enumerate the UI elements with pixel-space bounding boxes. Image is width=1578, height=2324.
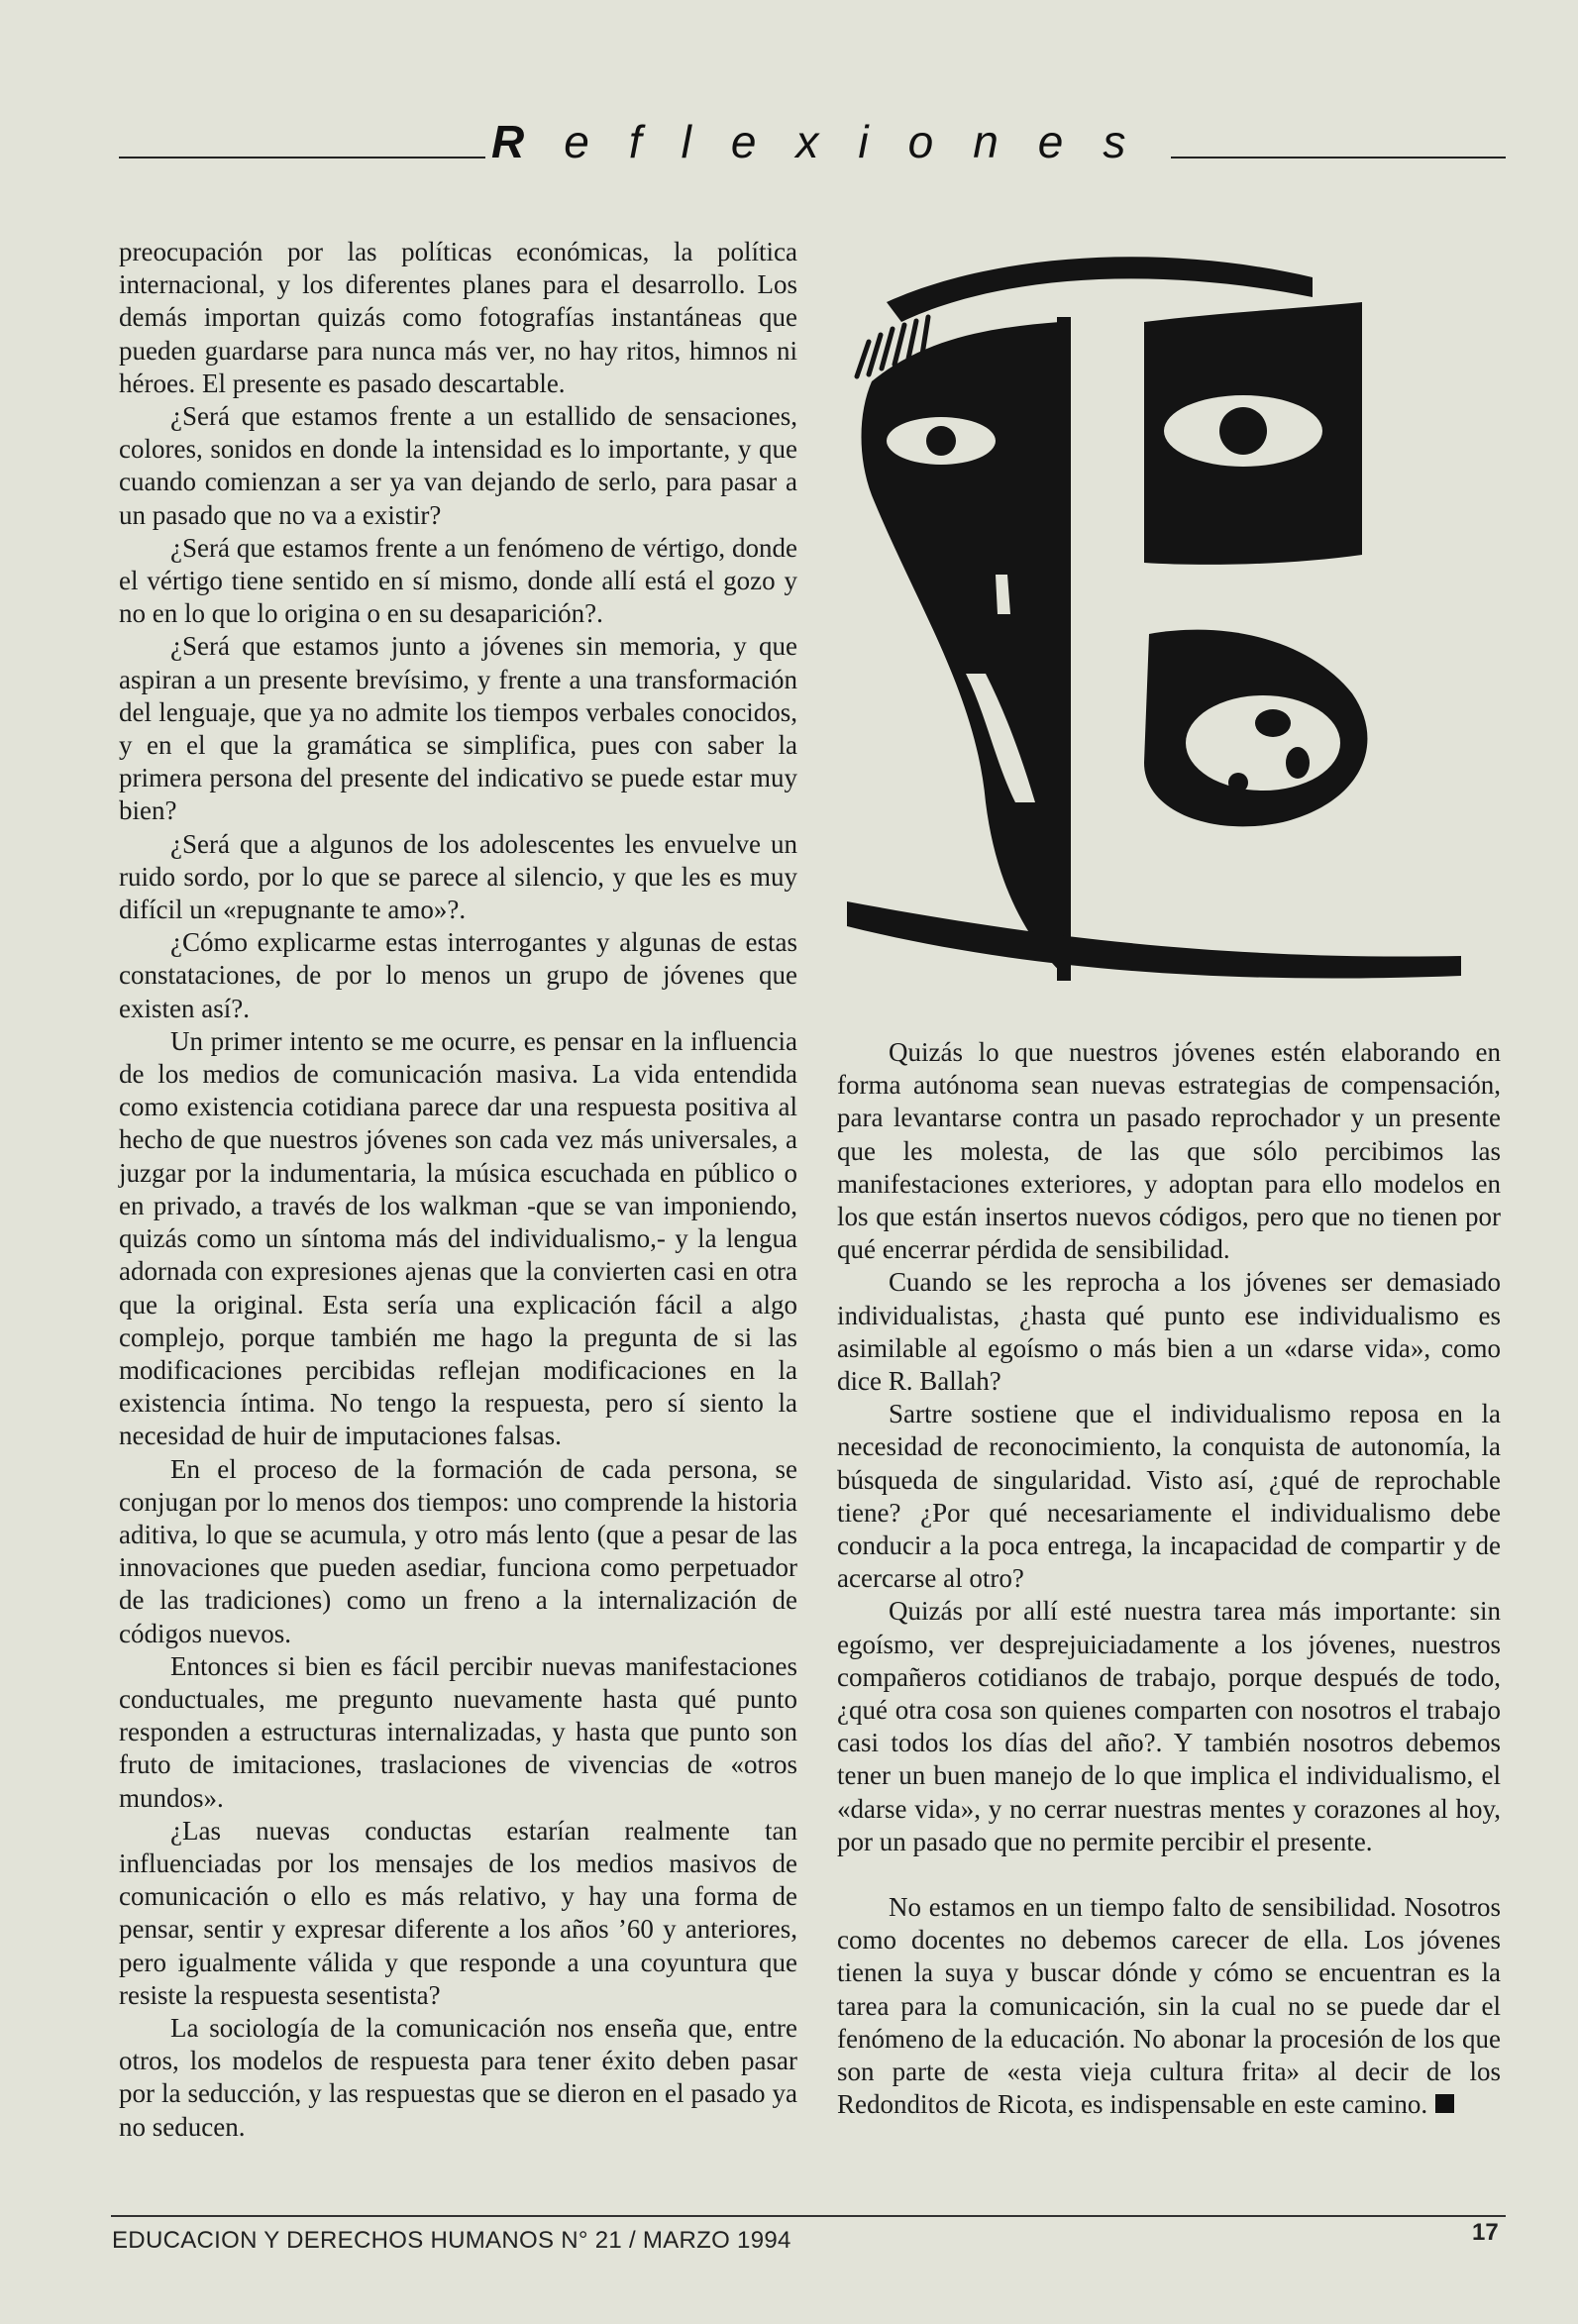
paragraph: ¿Será que a algunos de los adolescentes les envuelve un ruido sordo, por lo que se parece al silencio, y que les es muy difícil un «repugnante te amo»?. [119,828,797,925]
paragraph: Quizás por allí esté nuestra tarea más importante: sin egoísmo, ver desprejuiciadamente a los jóvenes, nuestros compañeros cotidianos de trabajo, porque después de todo, ¿qué otra cosa son quienes comparten con nosotros el trabajo casi todos los días del año?. Y también nosotros debemos tener un buen manejo de lo que implica el individualismo, el «darse vida», y no cerrar nuestras mentes y corazones al hoy, por un pasado que no permite percibir el presente. [837,1596,1501,1856]
left-column [119,236,797,2144]
footer-rule [111,2215,1506,2217]
paragraph: preocupación por las políticas económicas, la política internacional, y los diferentes planes para el desarrollo. Los demás importan quizás como fotografías instantáneas que pueden guardarse para nunca más ver, no hay ritos, himnos ni héroes. El presente es pasado descartable. [119,237,797,398]
paragraph: ¿Será que estamos frente a un estallido de sensaciones, colores, sonidos en donde la intensidad es lo importante, y que cuando comienzan a ser ya van dejando de serlo, para pasar a un pasado que no va a existir? [119,401,797,530]
chin-stroke [847,901,1461,979]
cheek-inner-dot-3 [1228,773,1248,792]
paragraph: Quizás lo que nuestros jóvenes estén elaborando en forma autónoma sean nuevas estrategias de compensación, para levantarse contra un pasado reprochador y un presente que les molesta, de las que sólo percibimos las manifestaciones exteriores, y adoptan para ello modelos en los que están insertos nuevos códigos, pero que no tienen por qué encerrar pérdida de sensibilidad. [837,1037,1501,1265]
paragraph: Un primer intento se me ocurre, es pensar en la influencia de los medios de comunicación masiva. La vida entendida como existencia cotidiana parece dar una respuesta positiva al hecho de que nuestros jóvenes son cada vez más universales, a juzgar por la indumentaria, la música escuchada en público o en privado, a través de los walkman -que se van imponiendo, quizás como un síntoma más del individualismo,- y la lengua adornada con expresiones ajenas que la convierten casi en otra que la original. Esta sería una explicación fácil a algo complejo, porque también me hago la pregunta de si las modificaciones percibidas reflejan modificaciones en la existencia íntima. No tengo la respuesta, pero sí siento la necesidad de huir de imputaciones falsas. [119,1025,797,1451]
right-pupil [1219,407,1267,455]
closing-text: No estamos en un tiempo falto de sensibilidad. Nosotros como docentes no debemos carecer de ella. Los jóvenes tienen la suya y buscar dónde y cómo se encuentran es la tarea para la comunicación, sin la cual no se puede dar el fenómeno de la educación. No abonar la procesión de los que son parte de «esta vieja cultura frita» al decir de los Redonditos de Ricota, es indispensable en este camino. [837,1892,1501,2120]
section-title-rest: eflexiones [564,116,1166,167]
paragraph: ¿Será que estamos junto a jóvenes sin memoria, y que aspiran a un presente brevísimo, y frente a una transformación del lenguaje, que ya no admite los tiempos verbales conocidos, y en el que la gramática se simplifica, pues con saber la primera persona del presente del indicativo se puede estar muy bien? [119,631,797,826]
paragraph: ¿Será que estamos frente a un fenómeno de vértigo, donde el vértigo tiene sentido en sí mismo, donde allí está el gozo y no en lo que lo origina o en su desaparición?. [119,532,797,629]
left-pupil [926,426,956,456]
paragraph: ¿Las nuevas conductas estarían realmente tan influenciadas por los mensajes de los medios masivos de comunicación o ello es más relativo, y hay una forma de pensar, sentir y expresar diferente a los años ’60 y anteriores, pero igualmente válida y que responde a una coyuntura que resiste la respuesta sesentista? [119,1815,797,2010]
section-title-initial: R [491,116,565,167]
right-column [837,1036,1501,2122]
publication-footer: EDUCACION Y DERECHOS HUMANOS N° 21 / MARZO 1994 [112,2227,791,2254]
center-line [1057,317,1071,981]
page-number: 17 [1472,2219,1499,2246]
face-illustration [847,248,1481,1001]
paragraph: ¿Cómo explicarme estas interrogantes y algunas de estas constataciones, de por lo menos un grupo de jóvenes que existen así?. [119,927,797,1023]
closing-paragraph [837,1891,1501,2121]
cheek-inner-dot-2 [1286,747,1310,779]
paragraph: Sartre sostiene que el individualismo reposa en la necesidad de reconocimiento, la conquista de autonomía, la búsqueda de singularidad. Visto así, ¿qué de reprochable tiene? ¿Por qué necesariamente el individualismo debe conducir a la poca entrega, la incapacidad de compartir y de acercarse al otro? [837,1399,1501,1594]
section-title [485,117,1171,166]
cheek-inner-dot-1 [1255,709,1291,737]
end-of-article-mark [1435,2094,1454,2113]
paragraph: Entonces si bien es fácil percibir nuevas manifestaciones conductuales, me pregunto nuevamente hasta qué punto responden a estructuras internalizadas, y hasta que punto son fruto de imitaciones, traslaciones de vivencias de «otros mundos». [119,1650,797,1813]
paragraph: La sociología de la comunicación nos enseña que, entre otros, los modelos de respuesta para tener éxito deben pasar por la seducción, y las respuestas que se dieron en el pasado ya no seducen. [119,2012,797,2142]
cheek-hole [1186,695,1340,791]
paragraph: Cuando se les reprocha a los jóvenes ser demasiado individualistas, ¿hasta qué punto ese individualismo es asimilable al egoísmo o más bien a un «darse vida», como dice R. Ballah? [837,1267,1501,1397]
paragraph: En el proceso de la formación de cada persona, se conjugan por lo menos dos tiempos: uno comprende la historia aditiva, lo que se acumula, y otro más lento (que a pesar de las innovaciones que pueden asediar, funciona como perpetuador de las tradiciones) como un freno a la internalización de códigos nuevos. [119,1453,797,1648]
